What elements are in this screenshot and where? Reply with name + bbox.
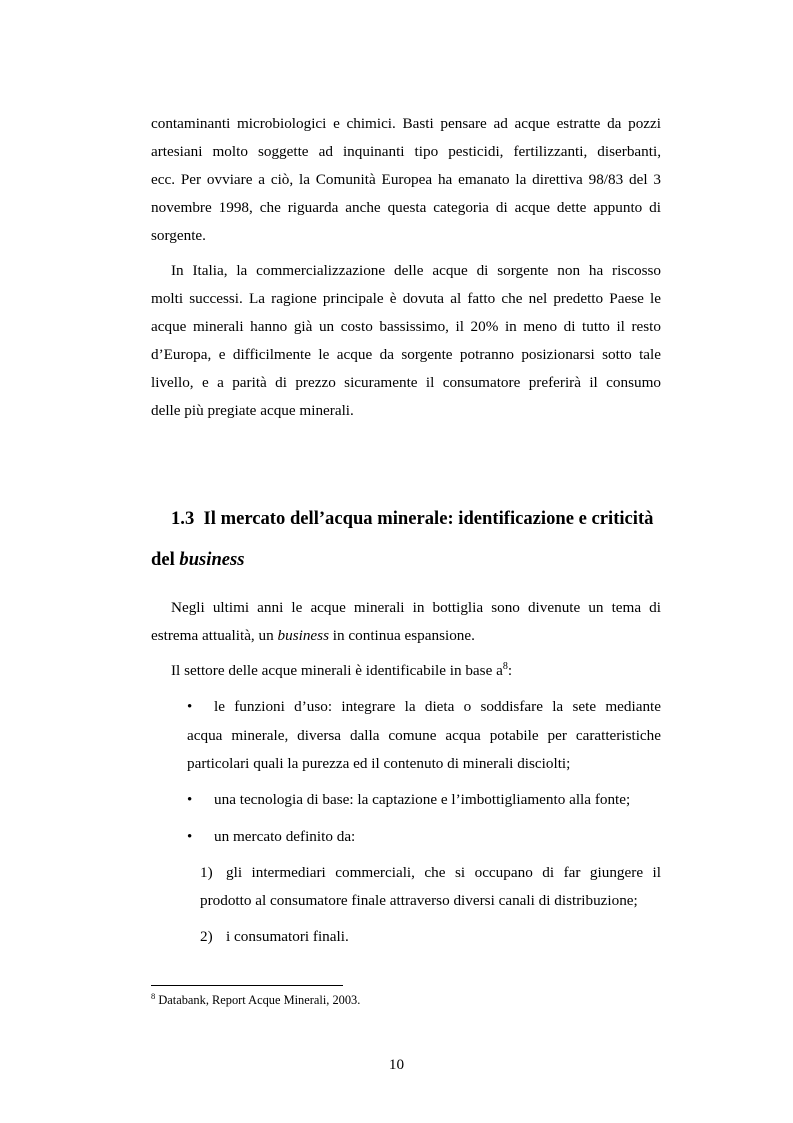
- bullet-icon: •: [187, 699, 193, 715]
- paragraph-3-line-1: Negli ultimi anni le acque minerali in bottiglia sono divenute un tema di: [171, 599, 661, 616]
- section-heading-line-1: [171, 507, 653, 531]
- paragraph-3-business: business: [277, 627, 329, 644]
- numbered-1-line-1: gli intermediari commerciali, che si occupano di far giungere il: [226, 864, 661, 881]
- paragraph-2-line-4: d’Europa, e difficilmente le acque da sorgente potranno posizionarsi sotto tale: [151, 346, 661, 363]
- paragraph-3-line-2: [151, 626, 475, 646]
- paragraph-4-text: Il settore delle acque minerali è identificabile in base a: [171, 662, 503, 679]
- bullet-1-line-3: particolari quali la purezza ed il contenuto di minerali disciolti;: [187, 755, 571, 772]
- section-title: Il mercato dell’acqua minerale: identificazione e criticità: [203, 508, 654, 529]
- footnote-text: Databank, Report Acque Minerali, 2003.: [155, 993, 361, 1007]
- bullet-1-line-2: acqua minerale, diversa dalla comune acqua potabile per caratteristiche: [187, 727, 661, 744]
- paragraph-3-line-2-prefix: estrema attualità, un: [151, 627, 278, 644]
- bullet-3-line-1: un mercato definito da:: [214, 828, 356, 845]
- paragraph-2-line-1: In Italia, la commercializzazione delle acque di sorgente non ha riscosso: [171, 262, 661, 279]
- paragraph-1-line-2: artesiani molto soggette ad inquinanti tipo pesticidi, fertilizzanti, diserbanti,: [151, 143, 661, 160]
- paragraph-2-line-2: molti successi. La ragione principale è dovuta al fatto che nel predetto Paese le: [151, 290, 661, 307]
- paragraph-4: [171, 661, 512, 681]
- page-number: 10: [388, 1056, 405, 1073]
- paragraph-1-line-5: sorgente.: [151, 227, 206, 244]
- numbered-2-marker: 2): [200, 928, 213, 945]
- footnote-rule: [151, 985, 343, 986]
- paragraph-4-suffix: :: [507, 662, 513, 679]
- bullet-1-line-1: le funzioni d’uso: integrare la dieta o soddisfare la sete mediante: [214, 698, 661, 715]
- section-heading-line-2: [151, 548, 245, 572]
- section-title-prefix: del: [151, 549, 180, 570]
- numbered-1-line-2: prodotto al consumatore finale attraverso diversi canali di distribuzione;: [200, 892, 638, 909]
- bullet-icon: •: [187, 792, 193, 808]
- paragraph-1-line-3: ecc. Per ovviare a ciò, la Comunità Europea ha emanato la direttiva 98/83 del 3: [151, 171, 661, 188]
- section-title-italic: business: [179, 549, 245, 570]
- paragraph-2-line-6: delle più pregiate acque minerali.: [151, 402, 354, 419]
- numbered-1-marker: 1): [200, 864, 213, 881]
- paragraph-2-line-3: acque minerali hanno già un costo bassissimo, il 20% in meno di tutto il resto: [151, 318, 661, 335]
- paragraph-1-line-4: novembre 1998, che riguarda anche questa categoria di acque dette appunto di: [151, 199, 661, 216]
- footnote-number: 8: [151, 991, 156, 1001]
- bullet-2-line-1: una tecnologia di base: la captazione e l’imbottigliamento alla fonte;: [214, 791, 631, 808]
- paragraph-3-line-2-suffix: in continua espansione.: [329, 627, 475, 644]
- footnote: [151, 992, 360, 1008]
- bullet-icon: •: [187, 829, 193, 845]
- numbered-2-line-1: i consumatori finali.: [226, 928, 349, 945]
- footnote-ref-8: 8: [502, 661, 508, 672]
- paragraph-2-line-5: livello, e a parità di prezzo sicuramente il consumatore preferirà il consumo: [151, 374, 661, 391]
- section-number: 1.3: [171, 508, 195, 529]
- paragraph-1-line-1: contaminanti microbiologici e chimici. Basti pensare ad acque estratte da pozzi: [151, 115, 661, 132]
